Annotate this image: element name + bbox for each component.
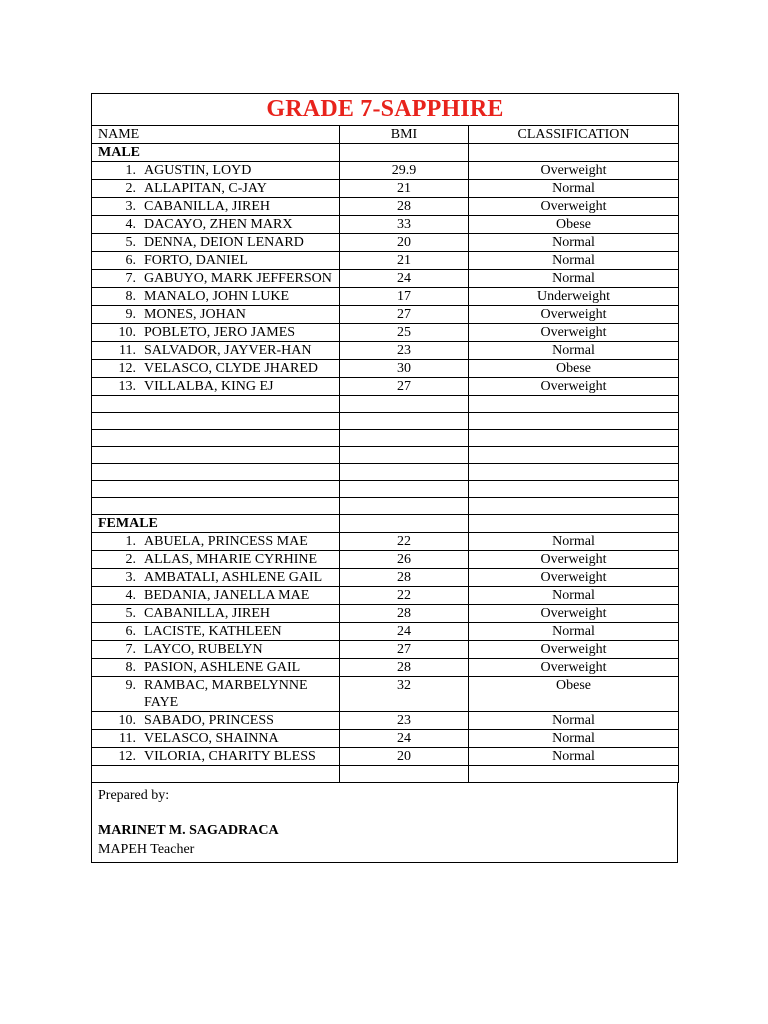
section-class-cell [469,515,679,533]
table-row [92,677,679,712]
classification-value: Normal [469,712,679,730]
empty-cell [92,413,340,430]
student-name: AMBATALI, ASHLENE GAIL [144,570,323,585]
empty-row [92,766,679,783]
classification-value: Normal [469,342,679,360]
bmi-value: 26 [340,551,469,569]
bmi-value: 28 [340,605,469,623]
table-row [92,605,679,623]
student-cell [92,641,340,659]
bmi-value: 23 [340,712,469,730]
section-label: FEMALE [92,515,340,533]
student-name: LAYCO, RUBELYN [144,642,263,657]
classification-value: Overweight [469,162,679,180]
classification-value: Normal [469,730,679,748]
empty-cell [340,396,469,413]
section-row [92,515,679,533]
student-cell [92,748,340,766]
row-number: 13. [118,379,136,394]
empty-cell [469,481,679,498]
empty-cell [92,430,340,447]
table-row [92,378,679,396]
student-name: BEDANIA, JANELLA MAE [144,588,310,603]
empty-cell [92,481,340,498]
student-name: ABUELA, PRINCESS MAE [144,534,308,549]
student-name: ALLAS, MHARIE CYRHINE [144,552,318,567]
bmi-value: 32 [340,677,469,712]
empty-row [92,413,679,430]
teacher-name: MARINET M. SAGADRACA [98,823,279,838]
table-row [92,551,679,569]
empty-row [92,481,679,498]
bmi-value: 28 [340,659,469,677]
student-cell [92,306,340,324]
student-name: GABUYO, MARK JEFFERSON [144,271,332,286]
table-row [92,342,679,360]
table-row [92,324,679,342]
section-bmi-cell [340,515,469,533]
student-name: ALLAPITAN, C-JAY [144,181,267,196]
student-name: DACAYO, ZHEN MARX [144,217,293,232]
bmi-value: 27 [340,306,469,324]
row-number: 9. [125,678,136,693]
footer [91,783,678,863]
student-cell [92,677,340,712]
table-row [92,306,679,324]
table-row [92,162,679,180]
student-name: LACISTE, KATHLEEN [144,624,282,639]
classification-value: Normal [469,623,679,641]
section-bmi-cell [340,144,469,162]
classification-value: Normal [469,270,679,288]
row-number: 3. [125,199,136,214]
bmi-table [91,93,679,783]
student-name: VILORIA, CHARITY BLESS [144,749,316,764]
empty-row [92,464,679,481]
student-name: SABADO, PRINCESS [144,713,274,728]
classification-value: Normal [469,533,679,551]
bmi-value: 29.9 [340,162,469,180]
student-name: VELASCO, SHAINNA [144,731,279,746]
student-name: CABANILLA, JIREH [144,199,270,214]
bmi-value: 21 [340,252,469,270]
title-cell [92,94,679,126]
bmi-value: 25 [340,324,469,342]
table-row [92,198,679,216]
bmi-value: 17 [340,288,469,306]
bmi-value: 21 [340,180,469,198]
bmi-value: 27 [340,641,469,659]
table-row [92,216,679,234]
student-name: POBLETO, JERO JAMES [144,325,296,340]
table-row [92,641,679,659]
student-name: VILLALBA, KING EJ [144,379,274,394]
header-classification: CLASSIFICATION [469,126,679,144]
table-row [92,659,679,677]
header-row [92,126,679,144]
student-cell [92,270,340,288]
classification-value: Overweight [469,324,679,342]
section-label: MALE [92,144,340,162]
student-cell [92,587,340,605]
row-number: 7. [125,271,136,286]
row-number: 5. [125,235,136,250]
row-number: 6. [125,253,136,268]
student-name: VELASCO, CLYDE JHARED [144,361,318,376]
table-row [92,748,679,766]
bmi-document [91,93,678,863]
table-row [92,180,679,198]
table-row [92,288,679,306]
classification-value: Normal [469,587,679,605]
row-number: 12. [118,361,136,376]
classification-value: Overweight [469,569,679,587]
table-row [92,533,679,551]
classification-value: Normal [469,180,679,198]
student-name: CABANILLA, JIREH [144,606,270,621]
empty-cell [469,464,679,481]
table-row [92,569,679,587]
bmi-value: 22 [340,533,469,551]
row-number: 12. [118,749,136,764]
student-name: SALVADOR, JAYVER-HAN [144,343,312,358]
row-number: 9. [125,307,136,322]
empty-cell [340,766,469,783]
row-number: 8. [125,660,136,675]
empty-cell [92,766,340,783]
empty-row [92,498,679,515]
student-cell [92,378,340,396]
bmi-value: 27 [340,378,469,396]
empty-row [92,430,679,447]
student-cell [92,533,340,551]
empty-cell [92,396,340,413]
table-row [92,730,679,748]
empty-cell [92,464,340,481]
student-cell [92,360,340,378]
student-cell [92,234,340,252]
row-number: 10. [118,713,136,728]
row-number: 8. [125,289,136,304]
empty-cell [469,396,679,413]
bmi-value: 23 [340,342,469,360]
student-cell [92,605,340,623]
classification-value: Normal [469,234,679,252]
bmi-value: 28 [340,198,469,216]
row-number: 7. [125,642,136,657]
row-number: 11. [119,343,136,358]
row-number: 5. [125,606,136,621]
row-number: 1. [125,163,136,178]
student-cell [92,198,340,216]
table-row [92,270,679,288]
row-number: 2. [125,552,136,567]
bmi-value: 20 [340,234,469,252]
empty-cell [340,430,469,447]
teacher-role: MAPEH Teacher [98,842,195,857]
classification-value: Normal [469,748,679,766]
row-number: 4. [125,217,136,232]
bmi-value: 24 [340,270,469,288]
student-cell [92,730,340,748]
student-cell [92,551,340,569]
student-name: FORTO, DANIEL [144,253,248,268]
empty-cell [340,413,469,430]
row-number: 6. [125,624,136,639]
empty-cell [469,413,679,430]
student-cell [92,288,340,306]
classification-value: Overweight [469,198,679,216]
row-number: 4. [125,588,136,603]
student-cell [92,216,340,234]
row-number: 11. [119,731,136,746]
bmi-value: 33 [340,216,469,234]
classification-value: Overweight [469,641,679,659]
student-name: AGUSTIN, LOYD [144,163,252,178]
bmi-value: 22 [340,587,469,605]
bmi-value: 20 [340,748,469,766]
bmi-value: 30 [340,360,469,378]
header-bmi: BMI [340,126,469,144]
empty-cell [340,481,469,498]
row-number: 10. [118,325,136,340]
student-cell [92,659,340,677]
classification-value: Overweight [469,605,679,623]
empty-cell [469,766,679,783]
empty-cell [92,498,340,515]
classification-value: Obese [469,677,679,712]
empty-cell [469,498,679,515]
classification-value: Obese [469,360,679,378]
section-class-cell [469,144,679,162]
empty-cell [340,464,469,481]
empty-cell [340,447,469,464]
student-cell [92,180,340,198]
classification-value: Overweight [469,551,679,569]
student-cell [92,162,340,180]
empty-cell [469,447,679,464]
table-row [92,360,679,378]
bmi-value: 24 [340,730,469,748]
student-name: DENNA, DEION LENARD [144,235,304,250]
table-row [92,623,679,641]
row-number: 3. [125,570,136,585]
student-cell [92,342,340,360]
student-name: PASION, ASHLENE GAIL [144,660,301,675]
empty-row [92,396,679,413]
row-number: 1. [125,534,136,549]
student-cell [92,252,340,270]
prepared-by-label: Prepared by: [98,788,170,803]
empty-cell [469,430,679,447]
student-cell [92,324,340,342]
classification-value: Normal [469,252,679,270]
empty-row [92,447,679,464]
table-row [92,587,679,605]
table-row [92,712,679,730]
student-name: MANALO, JOHN LUKE [144,289,290,304]
section-row [92,144,679,162]
empty-cell [92,447,340,464]
student-name: MONES, JOHAN [144,307,246,322]
classification-value: Overweight [469,659,679,677]
table-row [92,234,679,252]
bmi-value: 24 [340,623,469,641]
student-name: RAMBAC, MARBELYNNE FAYE [144,678,308,710]
classification-value: Overweight [469,378,679,396]
classification-value: Underweight [469,288,679,306]
student-cell [92,712,340,730]
classification-value: Obese [469,216,679,234]
row-number: 2. [125,181,136,196]
header-name: NAME [92,126,340,144]
student-cell [92,569,340,587]
empty-cell [340,498,469,515]
classification-value: Overweight [469,306,679,324]
table-row [92,252,679,270]
page-title: GRADE 7-SAPPHIRE [266,96,504,122]
bmi-value: 28 [340,569,469,587]
student-cell [92,623,340,641]
